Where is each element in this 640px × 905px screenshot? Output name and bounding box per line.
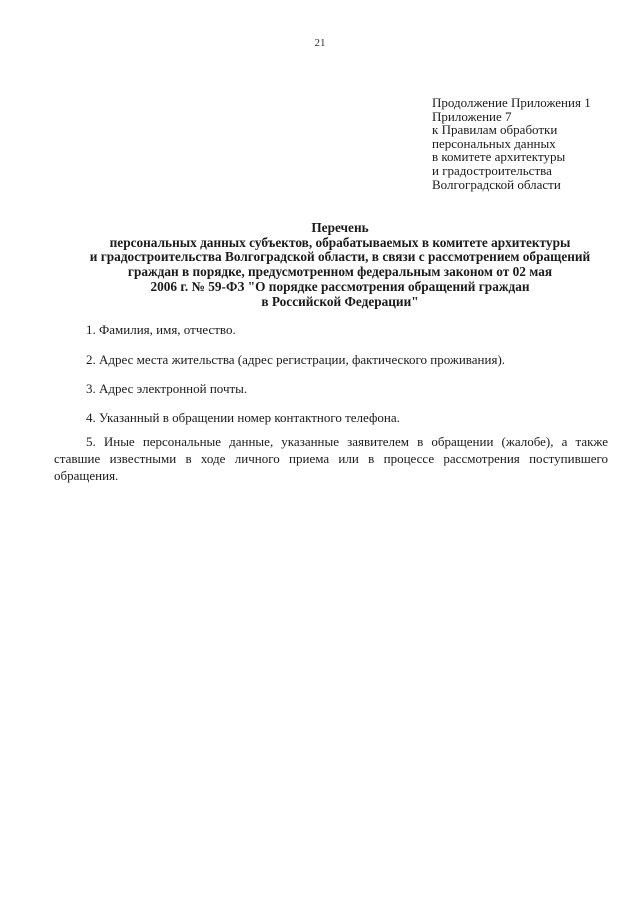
title-line: Перечень xyxy=(311,220,369,235)
page-number: 21 xyxy=(314,37,326,49)
list-item-address: 2. Адрес места жительства (адрес регистрации, фактического проживания). xyxy=(86,352,506,367)
appendix-line: Волгоградской области xyxy=(432,176,561,192)
paragraph-line: ставшие известными в ходе личного приема или в процессе рассмотрения поступившего xyxy=(54,451,608,466)
title-line: персональных данных субъектов, обрабатываемых в комитете архитектуры xyxy=(109,234,571,250)
appendix-reference xyxy=(432,96,632,191)
list-item-other-data xyxy=(54,433,608,484)
appendix-line: к Правилам обработки xyxy=(432,122,558,138)
title-line: граждан в порядке, предусмотренном федеральным законом от 02 мая xyxy=(127,264,553,280)
paragraph-line: обращения. xyxy=(54,468,119,483)
list-item-full-name: 1. Фамилия, имя, отчество. xyxy=(86,322,236,337)
list-item-email: 3. Адрес электронной почты. xyxy=(86,381,248,396)
appendix-line: и градостроительства xyxy=(432,162,552,178)
appendix-line: в комитете архитектуры xyxy=(432,149,566,165)
title-line: и градостроительства Волгоградской области, в связи с рассмотрением обращений xyxy=(89,249,591,265)
appendix-line: персональных данных xyxy=(432,135,556,151)
title-line: 2006 г. № 59-ФЗ "О порядке рассмотрения обращений граждан xyxy=(150,278,530,294)
list-item-phone: 4. Указанный в обращении номер контактного телефона. xyxy=(86,410,400,425)
appendix-line: Приложение 7 xyxy=(432,108,512,124)
document-title xyxy=(40,221,640,309)
title-line: в Российской Федерации" xyxy=(261,293,419,309)
appendix-line: Продолжение Приложения 1 xyxy=(432,95,591,110)
paragraph-line: 5. Иные персональные данные, указанные заявителем в обращении (жалобе), а также xyxy=(86,434,608,449)
